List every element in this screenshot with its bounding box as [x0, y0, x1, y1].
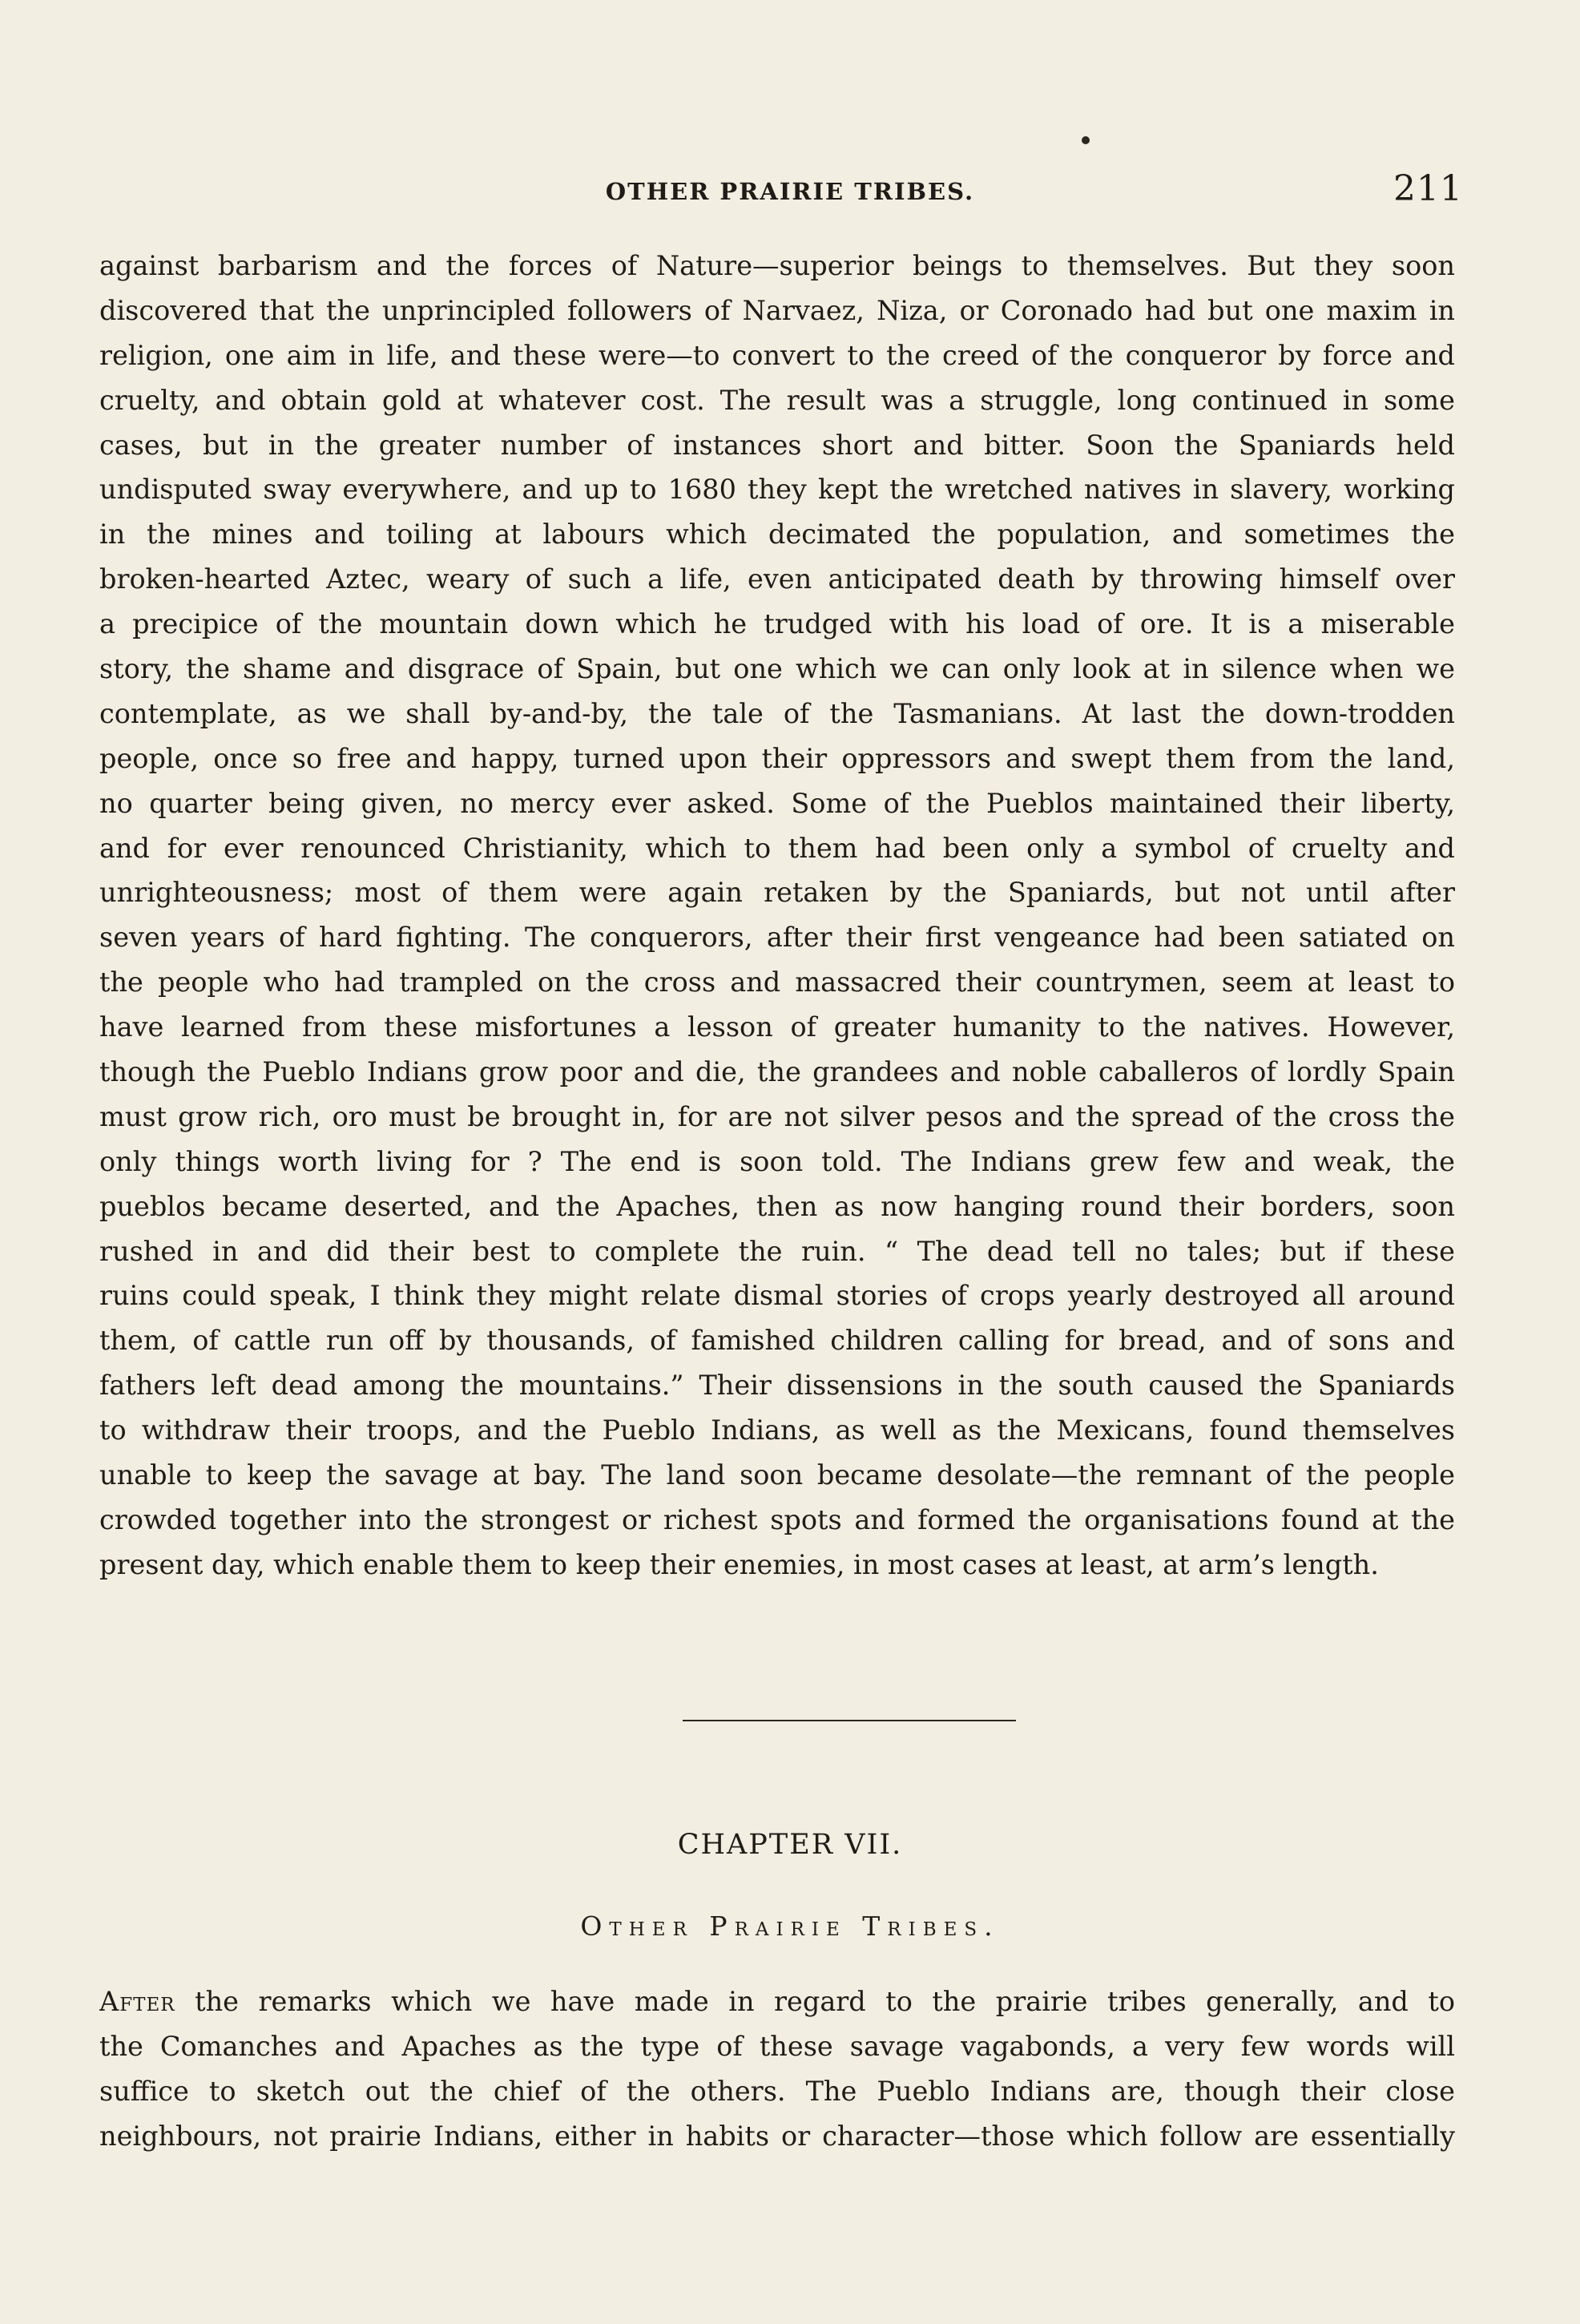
- text-line: story, the shame and disgrace of Spain, but one which we can only look at in silence when we: [99, 653, 1455, 685]
- text-line: seven years of hard fighting. The conquerors, after their first vengeance had been satiated on: [99, 922, 1455, 954]
- page-number: 211: [1393, 168, 1463, 209]
- text-line: undisputed sway everywhere, and up to 1680 they kept the wretched natives in slavery, working: [99, 474, 1455, 506]
- text-line: against barbarism and the forces of Nature—superior beings to themselves. But they soon: [99, 250, 1455, 281]
- text-line: [99, 1979, 1455, 2024]
- text-line: only things worth living for ? The end is soon told. The Indians grew few and weak, the: [99, 1145, 1455, 1177]
- text-line: have learned from these misfortunes a lesson of greater humanity to the natives. However,: [99, 1011, 1455, 1043]
- text-line: pueblos became deserted, and the Apaches, then as now hanging round their borders, soon: [99, 1190, 1455, 1222]
- line-text: the remarks which we have made in regard to the prairie tribes generally, and to: [175, 1986, 1455, 2017]
- text-line: religion, one aim in life, and these were—to convert to the creed of the conqueror by force and: [99, 339, 1455, 371]
- text-line: must grow rich, oro must be brought in, for are not silver pesos and the spread of the cross the: [99, 1100, 1455, 1132]
- text-line: and for ever renounced Christianity, which to them had been only a symbol of cruelty and: [99, 832, 1455, 864]
- text-line: [99, 2069, 1455, 2114]
- text-line: contemplate, as we shall by-and-by, the tale of the Tasmanians. At last the down-trodden: [99, 697, 1455, 729]
- text-line: people, once so free and happy, turned upon their oppressors and swept them from the land,: [99, 742, 1455, 774]
- line-text: the Comanches and Apaches as the type of these savage vagabonds, a very few words will: [99, 2030, 1455, 2062]
- text-line: cases, but in the greater number of instances short and bitter. Soon the Spaniards held: [99, 429, 1455, 461]
- text-line: [99, 2024, 1455, 2069]
- text-line: no quarter being given, no mercy ever asked. Some of the Pueblos maintained their liberty,: [99, 787, 1455, 819]
- text-line: ruins could speak, I think they might relate dismal stories of crops yearly destroyed all around: [99, 1280, 1455, 1312]
- running-head: [0, 167, 1580, 215]
- text-line: a precipice of the mountain down which he trudged with his load of ore. It is a miserable: [99, 608, 1455, 640]
- text-line: discovered that the unprincipled followers of Narvaez, Niza, or Coronado had but one maxim in: [99, 294, 1455, 326]
- section-divider: [683, 1720, 1016, 1721]
- text-line: [99, 2114, 1455, 2159]
- text-line: unrighteousness; most of them were again retaken by the Spaniards, but not until after: [99, 877, 1455, 909]
- text-line: to withdraw their troops, and the Pueblo Indians, as well as the Mexicans, found themselves: [99, 1414, 1455, 1446]
- line-text: neighbours, not prairie Indians, either in habits or character—those which follow are essentially: [99, 2120, 1455, 2152]
- ink-speck: [1082, 136, 1090, 144]
- text-line: cruelty, and obtain gold at whatever cost. The result was a struggle, long continued in some: [99, 384, 1455, 416]
- text-line: though the Pueblo Indians grow poor and die, the grandees and noble caballeros of lordly Spain: [99, 1056, 1455, 1088]
- text-line: broken-hearted Aztec, weary of such a life, even anticipated death by throwing himself over: [99, 563, 1455, 595]
- chapter-subtitle: Other Prairie Tribes.: [580, 1910, 1000, 1942]
- text-line: crowded together into the strongest or richest spots and formed the organisations found at the: [99, 1503, 1455, 1535]
- body-text: [99, 244, 1455, 1588]
- chapter-text: [99, 1979, 1455, 2159]
- text-line: unable to keep the savage at bay. The land soon became desolate—the remnant of the people: [99, 1459, 1455, 1491]
- text-line: present day, which enable them to keep their enemies, in most cases at least, at arm’s length.: [99, 1548, 1379, 1580]
- running-title: OTHER PRAIRIE TRIBES.: [605, 178, 975, 205]
- lead-word: After: [99, 1986, 175, 2017]
- line-text: suffice to sketch out the chief of the others. The Pueblo Indians are, though their close: [99, 2075, 1455, 2107]
- chapter-heading: CHAPTER VII.: [677, 1829, 903, 1861]
- text-line: fathers left dead among the mountains.” Their dissensions in the south caused the Spaniards: [99, 1370, 1455, 1402]
- text-line: them, of cattle run off by thousands, of famished children calling for bread, and of sons and: [99, 1325, 1455, 1357]
- text-line: the people who had trampled on the cross and massacred their countrymen, seem at least to: [99, 966, 1455, 999]
- text-line: rushed in and did their best to complete the ruin. “ The dead tell no tales; but if these: [99, 1235, 1455, 1267]
- text-line: in the mines and toiling at labours which decimated the population, and sometimes the: [99, 518, 1455, 551]
